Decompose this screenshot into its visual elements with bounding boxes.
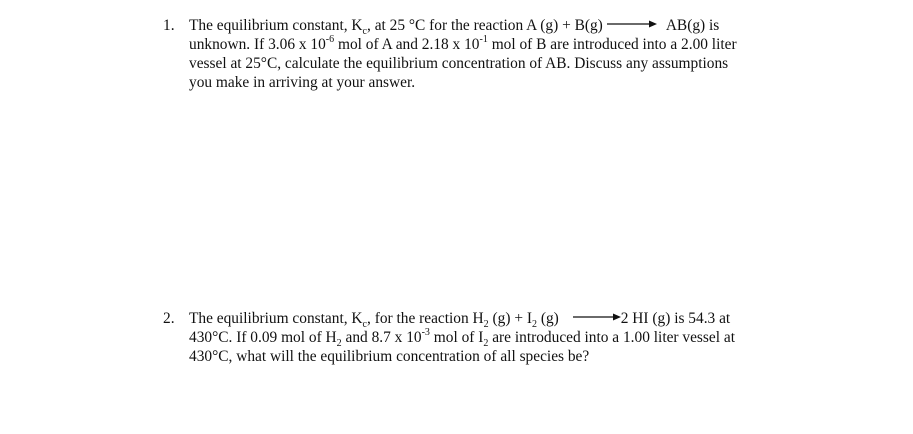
problem-1-line-1-c: AB(g) is: [665, 17, 720, 34]
problem-1-line-2: [189, 35, 778, 54]
i2-subscript: 2: [483, 338, 489, 350]
problem-2-line-2-b: and 8.7 x 10: [341, 329, 422, 346]
problem-1-text: [189, 16, 778, 92]
problem-1: [163, 16, 778, 92]
problem-1-line-2-b: mol of A and 2.18 x 10: [334, 36, 480, 53]
problem-2-text: [189, 309, 778, 366]
problem-2-line-2-c: mol of I: [429, 329, 484, 346]
right-arrow-icon: [607, 20, 657, 28]
right-arrow-icon: [573, 313, 621, 321]
problem-1-number: 1.: [163, 17, 175, 34]
problem-2: [163, 309, 778, 366]
problem-1-line-1-a: The equilibrium constant, K: [189, 17, 363, 34]
problem-2-line-1-d: (g): [536, 310, 559, 327]
problem-2-line-1: [189, 309, 778, 331]
problem-2-line-3: 430°C, what will the equilibrium concentration of all species be?: [189, 348, 590, 365]
problem-2-number: 2.: [163, 310, 175, 327]
kc-subscript: c: [362, 26, 367, 38]
exponent-2: -1: [479, 33, 488, 45]
problem-2-line-2: [189, 326, 778, 350]
exponent-1: -6: [325, 33, 335, 45]
problem-2-line-2-d: are introduced into a 1.00 liter vessel at: [488, 329, 735, 346]
problem-1-line-2-c: mol of B are introduced into a 2.00 liter: [487, 36, 737, 53]
problem-1-line-1: [189, 16, 778, 38]
problem-2-line-2-a: 430°C. If 0.09 mol of H: [189, 329, 337, 346]
problem-1-line-4: you make in arriving at your answer.: [189, 74, 416, 91]
problem-1-line-1-b: , at 25 °C for the reaction A (g) + B(g): [367, 17, 603, 34]
problem-2-line-1-c: (g) + I: [488, 310, 532, 327]
problem-1-line-3: vessel at 25°C, calculate the equilibrium concentration of AB. Discuss any assumptions: [189, 55, 729, 72]
problem-2-line-1-a: The equilibrium constant, K: [189, 310, 363, 327]
h2-subscript: 2: [336, 338, 342, 350]
kc-subscript: c: [362, 319, 367, 331]
h2-subscript: 2: [483, 319, 489, 331]
problem-2-line-1-b: , for the reaction H: [367, 310, 484, 327]
exponent-3: -3: [421, 326, 430, 338]
i2-subscript: 2: [531, 319, 537, 331]
problem-1-line-2-a: unknown. If 3.06 x 10: [189, 36, 326, 53]
problem-2-line-1-e: 2 HI (g) is 54.3 at: [620, 310, 731, 327]
